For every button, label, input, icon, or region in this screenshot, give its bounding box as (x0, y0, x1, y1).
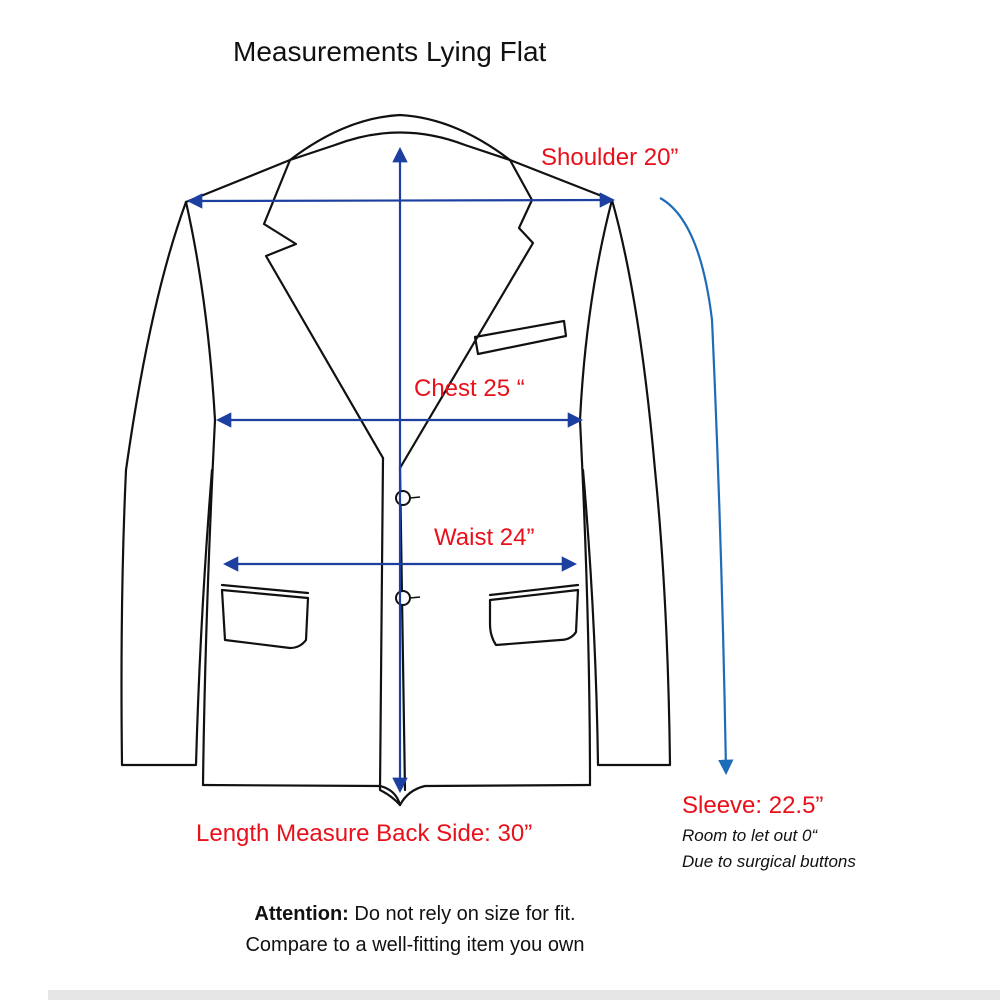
waist-label: Waist 24” (434, 524, 535, 551)
left-front-edge (380, 458, 400, 805)
left-sleeve (122, 202, 213, 765)
breast-pocket (475, 321, 566, 354)
right-pocket-flap (490, 590, 578, 645)
attention-rest: Do not rely on size for fit. (348, 903, 576, 925)
sleeve-label: Sleeve: 22.5” (682, 792, 824, 819)
footer-bar (48, 990, 1000, 1000)
sleeve-note-surgical: Due to surgical buttons (682, 852, 856, 871)
right-side (580, 420, 590, 785)
length-label: Length Measure Back Side: 30” (196, 820, 533, 847)
attention-prefix: Attention: (254, 903, 349, 925)
right-sleeve (583, 200, 670, 765)
shoulder-label: Shoulder 20” (541, 144, 679, 171)
chest-label: Chest 25 “ (414, 375, 525, 402)
button-top (396, 491, 410, 505)
left-side (203, 420, 215, 785)
left-hem (203, 785, 400, 805)
right-hem (400, 785, 590, 805)
right-lapel (400, 160, 533, 468)
left-pocket-flap (222, 590, 308, 648)
sleeve-note-room: Room to let out 0“ (682, 826, 818, 845)
left-lapel (264, 160, 383, 458)
button-bottom (396, 591, 410, 605)
page-title: Measurements Lying Flat (233, 36, 547, 67)
attention-line-1 (0, 903, 830, 926)
attention-line-2: Compare to a well-fitting item you own (245, 934, 585, 956)
sleeve-arrow (660, 198, 726, 772)
